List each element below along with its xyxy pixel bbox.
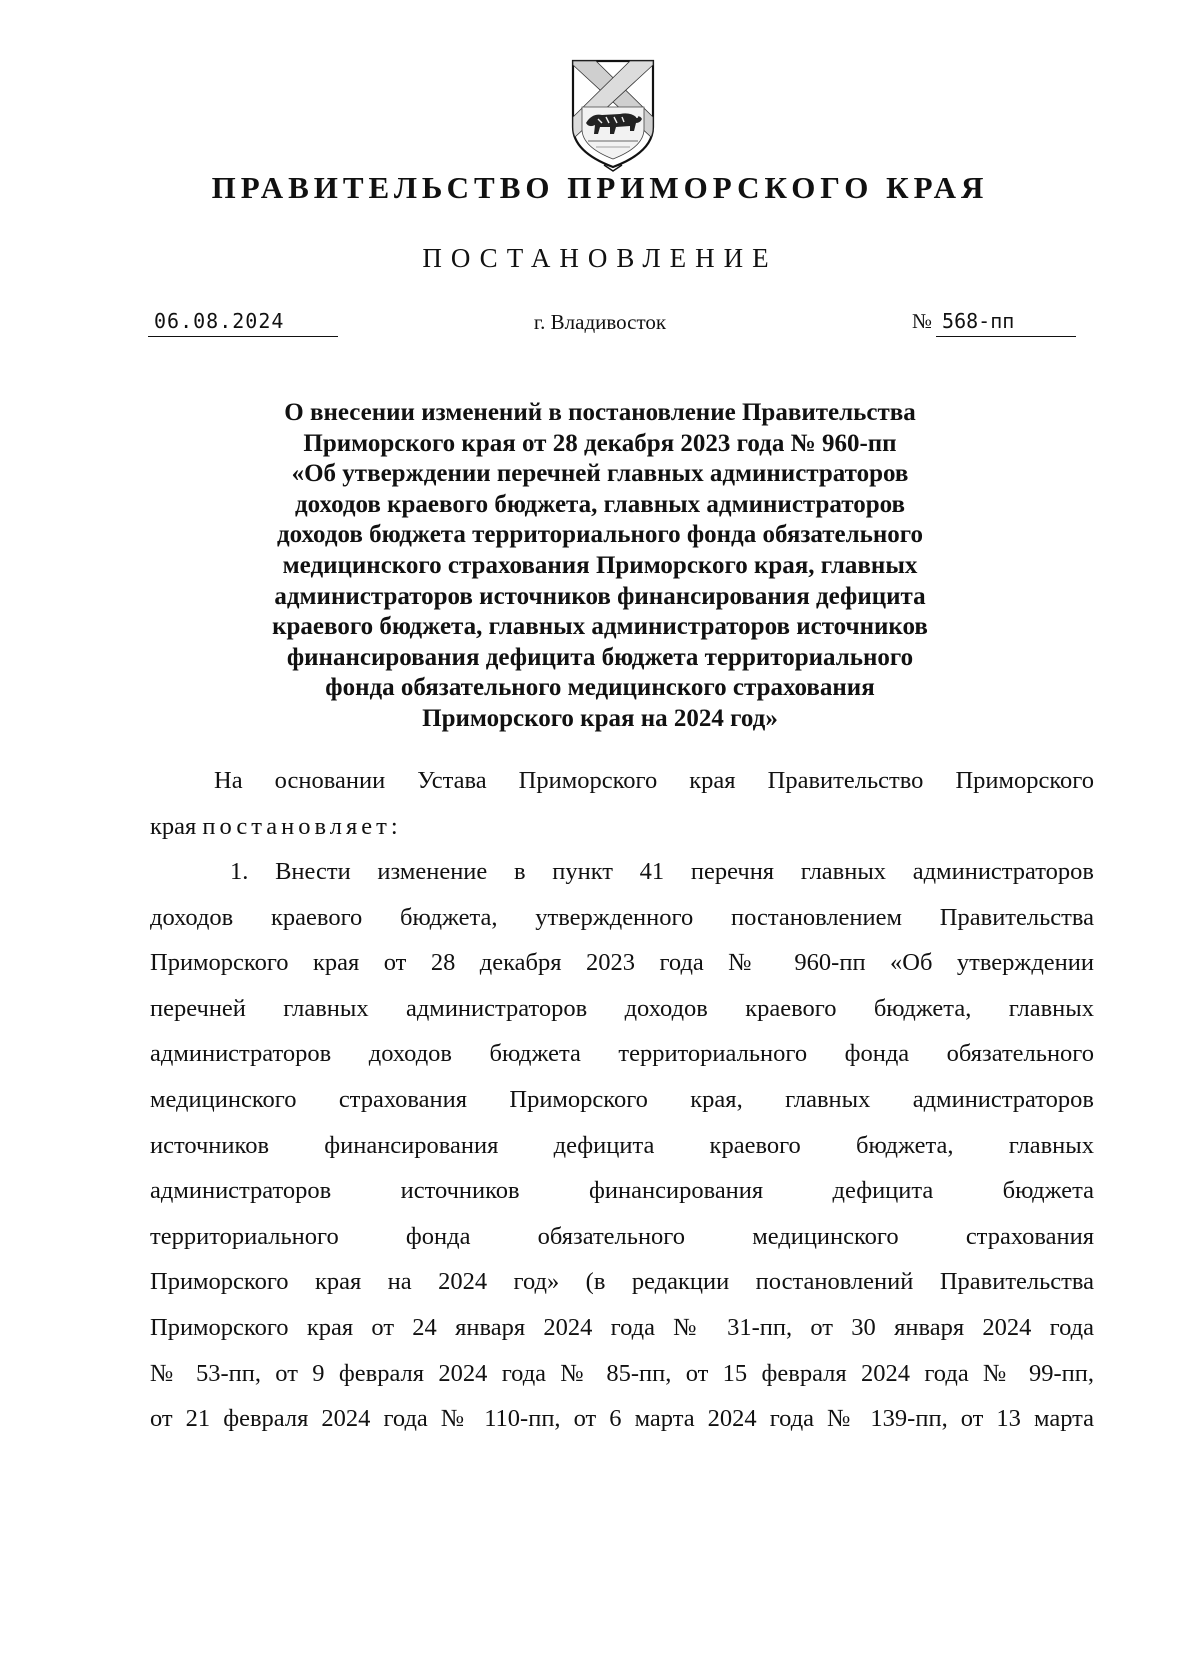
document-type: ПОСТАНОВЛЕНИЕ: [422, 243, 778, 273]
number-sign: №: [912, 309, 933, 333]
preamble-line: На основании Устава Приморского края Правительство Приморского: [214, 767, 1094, 794]
paragraph-line: 1. Внести изменение в пункт 41 перечня главных администраторов: [230, 858, 1094, 885]
heading-line: доходов бюджета территориального фонда обязательного: [276, 521, 924, 549]
number-value: 568-пп: [936, 306, 1076, 337]
heading-line: О внесении изменений в постановление Правительства: [284, 399, 916, 426]
heading-line: Приморского края от 28 декабря 2023 года № 960-пп: [303, 429, 897, 457]
paragraph-line: № 53-пп, от 9 февраля 2024 года № 85-пп, от 15 февраля 2024 года № 99-пп,: [150, 1359, 1094, 1387]
paragraph-line: перечней главных администраторов доходов краевого бюджета, главных: [150, 994, 1094, 1022]
paragraph-line: от 21 февраля 2024 года № 110-пп, от 6 марта 2024 года № 139-пп, от 13 марта: [150, 1405, 1094, 1433]
heading-line: «Об утверждении перечней главных администраторов: [291, 460, 909, 488]
paragraph-line: Приморского края от 28 декабря 2023 года № 960-пп «Об утверждении: [150, 949, 1094, 977]
document-heading: [200, 398, 1000, 735]
preamble-prefix: края: [150, 812, 197, 840]
document-number: [912, 306, 1076, 337]
document-city: г. Владивосток: [533, 310, 667, 334]
heading-line: краевого бюджета, главных администраторов источников: [272, 613, 928, 641]
paragraph-1: [150, 849, 1094, 1442]
paragraph-line: администраторов источников финансирования дефицита бюджета: [150, 1177, 1094, 1205]
paragraph-line: Приморского края от 24 января 2024 года № 31-пп, от 30 января 2024 года: [150, 1313, 1094, 1341]
coat-of-arms-tiger-icon: [568, 57, 658, 172]
paragraph-line: Приморского края на 2024 год» (в редакции постановлений Правительства: [150, 1268, 1094, 1296]
government-title: ПРАВИТЕЛЬСТВО ПРИМОРСКОГО КРАЯ: [211, 170, 989, 205]
paragraph-line: медицинского страхования Приморского края, главных администраторов: [150, 1085, 1094, 1113]
paragraph-line: администраторов доходов бюджета территориального фонда обязательного: [150, 1040, 1094, 1068]
heading-line: медицинского страхования Приморского края, главных: [282, 551, 918, 579]
heading-line: доходов краевого бюджета, главных администраторов: [295, 490, 905, 518]
heading-line: фонда обязательного медицинского страхования: [325, 674, 875, 702]
document-date: 06.08.2024: [148, 306, 338, 337]
heading-line: финансирования дефицита бюджета территориального: [286, 643, 914, 671]
paragraph-line: источников финансирования дефицита краевого бюджета, главных: [150, 1131, 1094, 1159]
preamble-line: [150, 804, 1094, 850]
document-meta-row: [0, 306, 1200, 346]
preamble-verb: постановляет:: [202, 812, 402, 840]
paragraph-line: территориального фонда обязательного медицинского страхования: [150, 1222, 1094, 1250]
heading-line: администраторов источников финансирования дефицита: [274, 582, 926, 610]
heading-line: Приморского края на 2024 год»: [422, 704, 778, 732]
preamble-paragraph: [150, 758, 1094, 849]
paragraph-line: доходов краевого бюджета, утвержденного постановлением Правительства: [150, 903, 1094, 931]
